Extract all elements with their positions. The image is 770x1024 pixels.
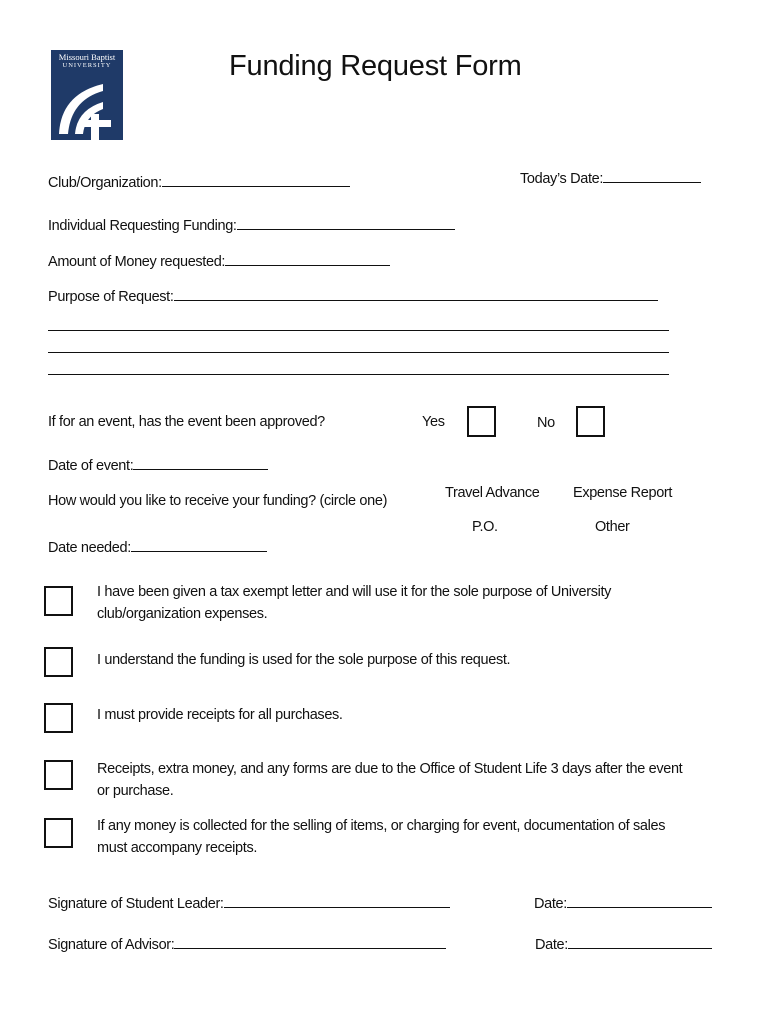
logo-name-line1: Missouri Baptist (58, 52, 116, 62)
event-approved-label: If for an event, has the event been approved? (48, 414, 325, 430)
date-of-event-label: Date of event: (48, 458, 134, 474)
date-needed-field (48, 537, 267, 556)
logo-emblem-icon (51, 74, 123, 140)
student-leader-signature-line[interactable] (224, 893, 450, 908)
date-needed-label: Date needed: (48, 540, 131, 556)
date-label-2: Date: (535, 937, 568, 953)
checklist-text-3: I must provide receipts for all purchases. (97, 707, 343, 723)
checklist-text-1: I have been given a tax exempt letter and will use it for the sole purpose of University club/organization expenses. (97, 584, 612, 622)
student-leader-signature-field (48, 893, 450, 912)
option-po[interactable]: P.O. (472, 519, 498, 535)
advisor-signature-label: Signature of Advisor: (48, 937, 175, 953)
date-field-1 (534, 893, 712, 912)
advisor-signature-field (48, 934, 446, 953)
todays-date-field (520, 168, 701, 187)
option-expense-report[interactable]: Expense Report (573, 485, 673, 501)
yes-checkbox[interactable] (467, 406, 496, 437)
checklist-text-5: If any money is collected for the selling of items, or charging for event, documentation of sales must accompany receipts. (97, 818, 666, 856)
option-travel-advance[interactable]: Travel Advance (445, 485, 540, 501)
receive-funding-label: How would you like to receive your funding? (circle one) (48, 493, 388, 509)
checklist-checkbox-2[interactable] (44, 647, 73, 677)
date-input-line-1[interactable] (567, 893, 712, 908)
purpose-line-2[interactable] (48, 330, 669, 331)
date-field-2 (535, 934, 712, 953)
purpose-line-3[interactable] (48, 352, 669, 353)
yes-label: Yes (422, 414, 445, 430)
date-needed-input-line[interactable] (131, 537, 267, 552)
checklist-checkbox-1[interactable] (44, 586, 73, 616)
checklist-text-4: Receipts, extra money, and any forms are due to the Office of Student Life 3 days after the event or purchase. (97, 761, 683, 799)
date-input-line-2[interactable] (568, 934, 712, 949)
amount-input-line[interactable] (225, 251, 390, 266)
option-other[interactable]: Other (595, 519, 630, 535)
club-label: Club/Organization: (48, 175, 162, 191)
club-field (48, 172, 350, 191)
club-input-line[interactable] (162, 172, 350, 187)
checklist-text-2: I understand the funding is used for the sole purpose of this request. (97, 652, 511, 668)
checklist-checkbox-4[interactable] (44, 760, 73, 790)
university-logo (51, 50, 123, 140)
purpose-input-line[interactable] (174, 286, 658, 301)
todays-date-label: Today’s Date: (520, 171, 604, 187)
purpose-line-4[interactable] (48, 374, 669, 375)
logo-name-line2: UNIVERSITY (62, 62, 112, 69)
no-label: No (537, 415, 555, 431)
individual-label: Individual Requesting Funding: (48, 218, 237, 234)
no-checkbox[interactable] (576, 406, 605, 437)
amount-label: Amount of Money requested: (48, 254, 226, 270)
purpose-label: Purpose of Request: (48, 289, 174, 305)
todays-date-input-line[interactable] (603, 168, 701, 183)
date-label-1: Date: (534, 896, 567, 912)
purpose-field (48, 286, 658, 305)
checklist-checkbox-5[interactable] (44, 818, 73, 848)
date-of-event-input-line[interactable] (133, 455, 268, 470)
date-of-event-field (48, 455, 268, 474)
individual-input-line[interactable] (237, 215, 455, 230)
student-leader-signature-label: Signature of Student Leader: (48, 896, 224, 912)
advisor-signature-line[interactable] (174, 934, 446, 949)
checklist-checkbox-3[interactable] (44, 703, 73, 733)
page-title: Funding Request Form (229, 50, 522, 82)
individual-field (48, 215, 455, 234)
amount-field (48, 251, 390, 270)
